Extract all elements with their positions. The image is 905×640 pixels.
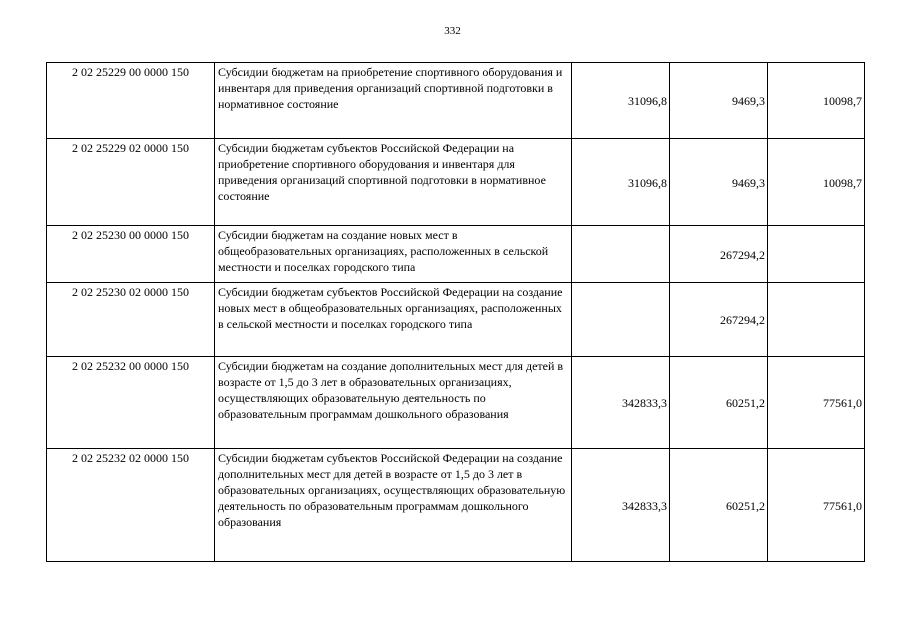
value-cell-1: 342833,3 (572, 449, 670, 562)
value-cell-2: 60251,2 (670, 449, 768, 562)
value-cell-3 (768, 283, 865, 357)
table-row (47, 226, 865, 283)
table-row (47, 449, 865, 562)
description-cell: Субсидии бюджетам на создание новых мест в общеобразовательных организациях, расположенных в сельской местности и поселках городского типа (215, 226, 572, 283)
description-cell: Субсидии бюджетам на приобретение спортивного оборудования и инвентаря для приведения организаций спортивной подготовки в нормативное состояние (215, 63, 572, 139)
value-cell-2: 60251,2 (670, 357, 768, 449)
budget-table (46, 62, 865, 562)
budget-code-cell: 2 02 25230 02 0000 150 (47, 283, 215, 357)
value-cell-3: 77561,0 (768, 449, 865, 562)
budget-code-cell: 2 02 25232 00 0000 150 (47, 357, 215, 449)
value-cell-2: 267294,2 (670, 226, 768, 283)
value-cell-3 (768, 226, 865, 283)
budget-code-cell: 2 02 25232 02 0000 150 (47, 449, 215, 562)
description-cell: Субсидии бюджетам субъектов Российской Федерации на приобретение спортивного оборудования и инвентаря для приведения организаций спортивной подготовки в нормативное состояние (215, 139, 572, 226)
table-row (47, 283, 865, 357)
description-cell: Субсидии бюджетам субъектов Российской Федерации на создание дополнительных мест для детей в возрасте от 1,5 до 3 лет в образовательных организациях, осуществляющих образовательную деятельность по образовательным программам дошкольного образования (215, 449, 572, 562)
value-cell-1 (572, 283, 670, 357)
table-row (47, 63, 865, 139)
value-cell-3: 77561,0 (768, 357, 865, 449)
table-row (47, 139, 865, 226)
value-cell-2: 9469,3 (670, 139, 768, 226)
value-cell-2: 267294,2 (670, 283, 768, 357)
value-cell-1 (572, 226, 670, 283)
budget-code-cell: 2 02 25230 00 0000 150 (47, 226, 215, 283)
value-cell-1: 342833,3 (572, 357, 670, 449)
table-row (47, 357, 865, 449)
page-number: 332 (444, 25, 461, 37)
value-cell-1: 31096,8 (572, 63, 670, 139)
budget-code-cell: 2 02 25229 00 0000 150 (47, 63, 215, 139)
value-cell-3: 10098,7 (768, 139, 865, 226)
value-cell-2: 9469,3 (670, 63, 768, 139)
description-cell: Субсидии бюджетам субъектов Российской Федерации на создание новых мест в общеобразовательных организациях, расположенных в сельской местности и поселках городского типа (215, 283, 572, 357)
value-cell-3: 10098,7 (768, 63, 865, 139)
budget-code-cell: 2 02 25229 02 0000 150 (47, 139, 215, 226)
description-cell: Субсидии бюджетам на создание дополнительных мест для детей в возрасте от 1,5 до 3 лет в образовательных организациях, осуществляющих образовательную деятельность по образовательным программам дошкольного образования (215, 357, 572, 449)
value-cell-1: 31096,8 (572, 139, 670, 226)
